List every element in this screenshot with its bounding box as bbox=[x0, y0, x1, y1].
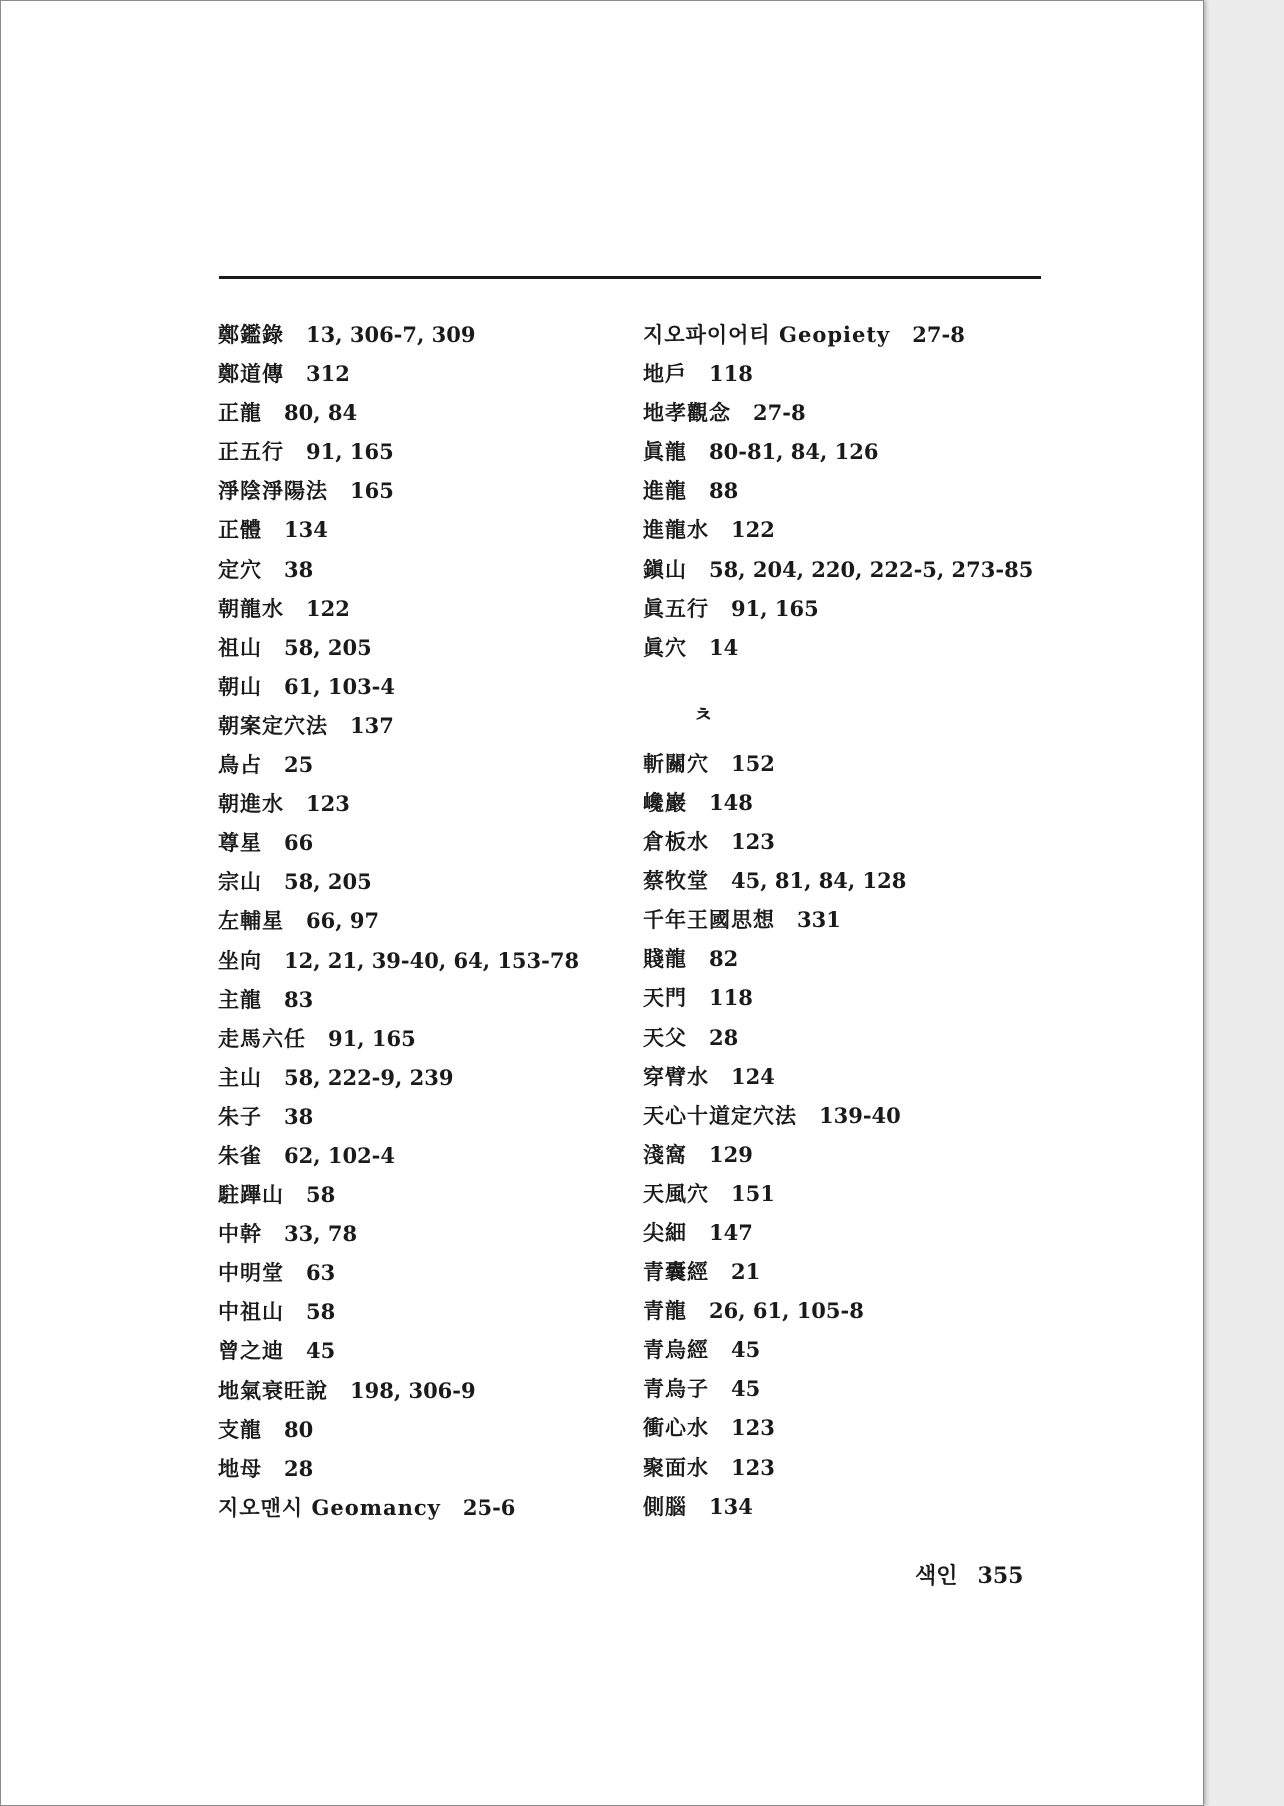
entry-pages: 58 bbox=[306, 1299, 336, 1325]
index-entry bbox=[218, 393, 618, 432]
index-entry bbox=[218, 706, 618, 745]
entry-pages: 151 bbox=[731, 1180, 775, 1206]
index-entry bbox=[643, 978, 1063, 1017]
index-entry bbox=[643, 628, 1063, 667]
index-entry bbox=[643, 393, 1063, 432]
index-entry bbox=[218, 667, 618, 706]
entry-pages: 33, 78 bbox=[284, 1221, 358, 1247]
entry-term: 朝進水 bbox=[218, 791, 284, 817]
index-entry bbox=[643, 822, 1063, 861]
index-entry bbox=[643, 1096, 1063, 1135]
entry-pages: 91, 165 bbox=[731, 595, 819, 621]
entry-pages: 152 bbox=[731, 750, 775, 776]
entry-term: 地孝觀念 bbox=[643, 400, 731, 426]
entry-pages: 198, 306-9 bbox=[350, 1377, 476, 1403]
index-entry bbox=[643, 1018, 1063, 1057]
entry-term: 尖細 bbox=[643, 1219, 687, 1245]
entry-pages: 88 bbox=[709, 478, 739, 504]
index-entry bbox=[643, 1487, 1063, 1526]
index-entry bbox=[643, 939, 1063, 978]
entry-pages: 63 bbox=[306, 1260, 336, 1286]
entry-term: 正五行 bbox=[218, 439, 284, 465]
entry-term: 지오맨시 Geomancy bbox=[218, 1494, 441, 1520]
index-entry bbox=[218, 628, 618, 667]
entry-pages: 58, 222-9, 239 bbox=[284, 1064, 454, 1090]
entry-pages: 13, 306-7, 309 bbox=[306, 322, 476, 347]
entry-pages: 27-8 bbox=[753, 400, 806, 426]
entry-pages: 58, 205 bbox=[284, 869, 372, 895]
index-entry bbox=[218, 1058, 618, 1097]
entry-term: 朱子 bbox=[218, 1103, 262, 1129]
entry-term: 天風穴 bbox=[643, 1180, 709, 1206]
index-entry bbox=[218, 550, 618, 589]
right-entries-top bbox=[643, 315, 1063, 667]
index-entry bbox=[218, 941, 618, 980]
index-entry bbox=[643, 510, 1063, 549]
right-column bbox=[643, 315, 1063, 1526]
entry-term: 鄭道傳 bbox=[218, 361, 284, 387]
entry-pages: 91, 165 bbox=[328, 1025, 416, 1051]
index-entry bbox=[218, 510, 618, 549]
entry-pages: 165 bbox=[350, 478, 394, 504]
entry-pages: 312 bbox=[306, 361, 350, 387]
entry-pages: 45 bbox=[306, 1338, 336, 1364]
entry-term: 聚面水 bbox=[643, 1454, 709, 1480]
entry-pages: 80-81, 84, 126 bbox=[709, 439, 879, 465]
index-entry bbox=[643, 1135, 1063, 1174]
entry-term: 巉巖 bbox=[643, 789, 687, 815]
index-entry bbox=[218, 1449, 618, 1488]
index-entry bbox=[218, 315, 618, 354]
right-entries-bottom bbox=[643, 744, 1063, 1526]
index-entry bbox=[218, 1175, 618, 1214]
entry-term: 走馬六任 bbox=[218, 1025, 306, 1051]
entry-term: 斬關穴 bbox=[643, 750, 709, 776]
index-entry bbox=[643, 1252, 1063, 1291]
entry-term: 淺窩 bbox=[643, 1141, 687, 1167]
entry-pages: 83 bbox=[284, 986, 314, 1012]
entry-term: 祖山 bbox=[218, 634, 262, 660]
entry-term: 賤龍 bbox=[643, 946, 687, 972]
entry-term: 千年王國思想 bbox=[643, 907, 775, 933]
entry-pages: 91, 165 bbox=[306, 439, 394, 465]
index-entry bbox=[218, 1292, 618, 1331]
entry-term: 天父 bbox=[643, 1024, 687, 1050]
index-entry bbox=[643, 1174, 1063, 1213]
entry-term: 眞五行 bbox=[643, 595, 709, 621]
index-entry bbox=[643, 354, 1063, 393]
entry-pages: 331 bbox=[797, 907, 841, 933]
entry-pages: 14 bbox=[709, 634, 739, 660]
entry-term: 倉板水 bbox=[643, 829, 709, 855]
entry-term: 眞穴 bbox=[643, 634, 687, 660]
entry-pages: 139-40 bbox=[819, 1102, 901, 1128]
entry-pages: 118 bbox=[709, 985, 753, 1011]
entry-pages: 134 bbox=[284, 517, 328, 543]
index-entry bbox=[643, 1330, 1063, 1369]
entry-pages: 28 bbox=[709, 1024, 739, 1050]
index-entry bbox=[218, 1371, 618, 1410]
entry-pages: 148 bbox=[709, 789, 753, 815]
entry-term: 駐蹕山 bbox=[218, 1182, 284, 1208]
index-entry bbox=[218, 1136, 618, 1175]
index-entry bbox=[643, 1448, 1063, 1487]
entry-pages: 21 bbox=[731, 1259, 761, 1285]
entry-term: 衝心水 bbox=[643, 1415, 709, 1441]
entry-term: 宗山 bbox=[218, 869, 262, 895]
entry-term: 眞龍 bbox=[643, 439, 687, 465]
index-entry bbox=[218, 1097, 618, 1136]
entry-term: 鄭鑑錄 bbox=[218, 322, 284, 347]
entry-pages: 38 bbox=[284, 556, 314, 582]
entry-pages: 25-6 bbox=[462, 1494, 516, 1520]
entry-term: 地母 bbox=[218, 1455, 262, 1481]
entry-pages: 27-8 bbox=[912, 322, 965, 347]
entry-term: 地氣衰旺說 bbox=[218, 1377, 328, 1403]
entry-pages: 123 bbox=[306, 791, 350, 817]
entry-term: 朝山 bbox=[218, 673, 262, 699]
entry-term: 鎭山 bbox=[643, 556, 687, 582]
entry-term: 側腦 bbox=[643, 1493, 687, 1519]
entry-pages: 122 bbox=[306, 595, 350, 621]
entry-pages: 45, 81, 84, 128 bbox=[731, 868, 907, 894]
entry-pages: 45 bbox=[731, 1376, 761, 1402]
index-entry bbox=[218, 901, 618, 940]
entry-term: 鳥占 bbox=[218, 752, 262, 778]
entry-pages: 123 bbox=[731, 1415, 775, 1441]
entry-term: 朝案定穴法 bbox=[218, 712, 328, 738]
index-entry bbox=[218, 862, 618, 901]
entry-term: 中祖山 bbox=[218, 1299, 284, 1325]
index-entry bbox=[218, 1019, 618, 1058]
index-entry bbox=[643, 861, 1063, 900]
entry-pages: 38 bbox=[284, 1103, 314, 1129]
index-entry bbox=[643, 550, 1063, 589]
index-entry bbox=[643, 432, 1063, 471]
entry-pages: 62, 102-4 bbox=[284, 1142, 396, 1168]
entry-term: 青烏經 bbox=[643, 1337, 709, 1363]
top-rule bbox=[219, 276, 1041, 279]
entry-term: 主龍 bbox=[218, 986, 262, 1012]
entry-term: 朝龍水 bbox=[218, 595, 284, 621]
entry-pages: 123 bbox=[731, 1454, 775, 1480]
index-entry bbox=[218, 589, 618, 628]
index-entry bbox=[218, 823, 618, 862]
entry-term: 正體 bbox=[218, 517, 262, 543]
index-entry bbox=[643, 1291, 1063, 1330]
index-entry bbox=[218, 784, 618, 823]
index-entry bbox=[218, 1410, 618, 1449]
entry-term: 지오파이어티 Geopiety bbox=[643, 322, 891, 347]
index-entry bbox=[218, 1488, 618, 1527]
entry-term: 穿臂水 bbox=[643, 1063, 709, 1089]
index-entry bbox=[643, 315, 1063, 354]
entry-pages: 82 bbox=[709, 946, 739, 972]
page-footer bbox=[915, 1559, 1023, 1590]
entry-term: 正龍 bbox=[218, 400, 262, 426]
entry-term: 進龍 bbox=[643, 478, 687, 504]
index-entry bbox=[643, 744, 1063, 783]
entry-term: 坐向 bbox=[218, 947, 262, 973]
entry-term: 蔡牧堂 bbox=[643, 868, 709, 894]
entry-term: 地戶 bbox=[643, 361, 687, 387]
entry-pages: 124 bbox=[731, 1063, 775, 1089]
entry-term: 支龍 bbox=[218, 1416, 262, 1442]
entry-pages: 134 bbox=[709, 1493, 753, 1519]
entry-pages: 26, 61, 105-8 bbox=[709, 1298, 864, 1324]
index-entry bbox=[643, 471, 1063, 510]
entry-pages: 137 bbox=[350, 712, 394, 738]
entry-pages: 147 bbox=[709, 1219, 753, 1245]
index-entry bbox=[218, 1253, 618, 1292]
entry-term: 定穴 bbox=[218, 556, 262, 582]
index-entry bbox=[218, 1331, 618, 1370]
entry-pages: 122 bbox=[731, 517, 775, 543]
index-entry bbox=[218, 432, 618, 471]
page-number: 355 bbox=[977, 1563, 1024, 1589]
entry-pages: 12, 21, 39-40, 64, 153-78 bbox=[284, 947, 580, 973]
entry-term: 曾之迪 bbox=[218, 1338, 284, 1364]
entry-term: 中幹 bbox=[218, 1221, 262, 1247]
entry-term: 主山 bbox=[218, 1064, 262, 1090]
entry-pages: 80 bbox=[284, 1416, 314, 1442]
section-letter: ㅊ bbox=[693, 701, 714, 727]
index-entry bbox=[643, 589, 1063, 628]
entry-pages: 58, 204, 220, 222-5, 273-85 bbox=[709, 556, 1034, 582]
index-entry bbox=[218, 980, 618, 1019]
entry-pages: 28 bbox=[284, 1455, 314, 1481]
entry-term: 左輔星 bbox=[218, 908, 284, 934]
entry-pages: 58, 205 bbox=[284, 634, 372, 660]
index-entry bbox=[643, 1369, 1063, 1408]
entry-pages: 58 bbox=[306, 1182, 336, 1208]
entry-term: 天門 bbox=[643, 985, 687, 1011]
entry-term: 進龍水 bbox=[643, 517, 709, 543]
entry-term: 青龍 bbox=[643, 1298, 687, 1324]
entry-term: 青囊經 bbox=[643, 1259, 709, 1285]
entry-term: 尊星 bbox=[218, 830, 262, 856]
index-entry bbox=[643, 900, 1063, 939]
index-entry bbox=[218, 354, 618, 393]
index-entry bbox=[643, 1213, 1063, 1252]
entry-term: 朱雀 bbox=[218, 1142, 262, 1168]
index-entry bbox=[218, 1214, 618, 1253]
index-entry bbox=[643, 783, 1063, 822]
entry-pages: 66 bbox=[284, 830, 314, 856]
entry-pages: 25 bbox=[284, 752, 314, 778]
entry-pages: 61, 103-4 bbox=[284, 673, 396, 699]
entry-pages: 118 bbox=[709, 361, 753, 387]
entry-pages: 45 bbox=[731, 1337, 761, 1363]
entry-pages: 80, 84 bbox=[284, 400, 358, 426]
index-entry bbox=[218, 745, 618, 784]
entry-term: 中明堂 bbox=[218, 1260, 284, 1286]
footer-label: 색인 bbox=[915, 1563, 958, 1589]
entry-term: 天心十道定穴法 bbox=[643, 1102, 797, 1128]
entry-term: 淨陰淨陽法 bbox=[218, 478, 328, 504]
entry-term: 青烏子 bbox=[643, 1376, 709, 1402]
left-column bbox=[218, 315, 618, 1527]
index-entry bbox=[643, 1057, 1063, 1096]
index-entry bbox=[643, 1408, 1063, 1447]
entry-pages: 129 bbox=[709, 1141, 753, 1167]
entry-pages: 123 bbox=[731, 829, 775, 855]
entry-pages: 66, 97 bbox=[306, 908, 380, 934]
index-entry bbox=[218, 471, 618, 510]
